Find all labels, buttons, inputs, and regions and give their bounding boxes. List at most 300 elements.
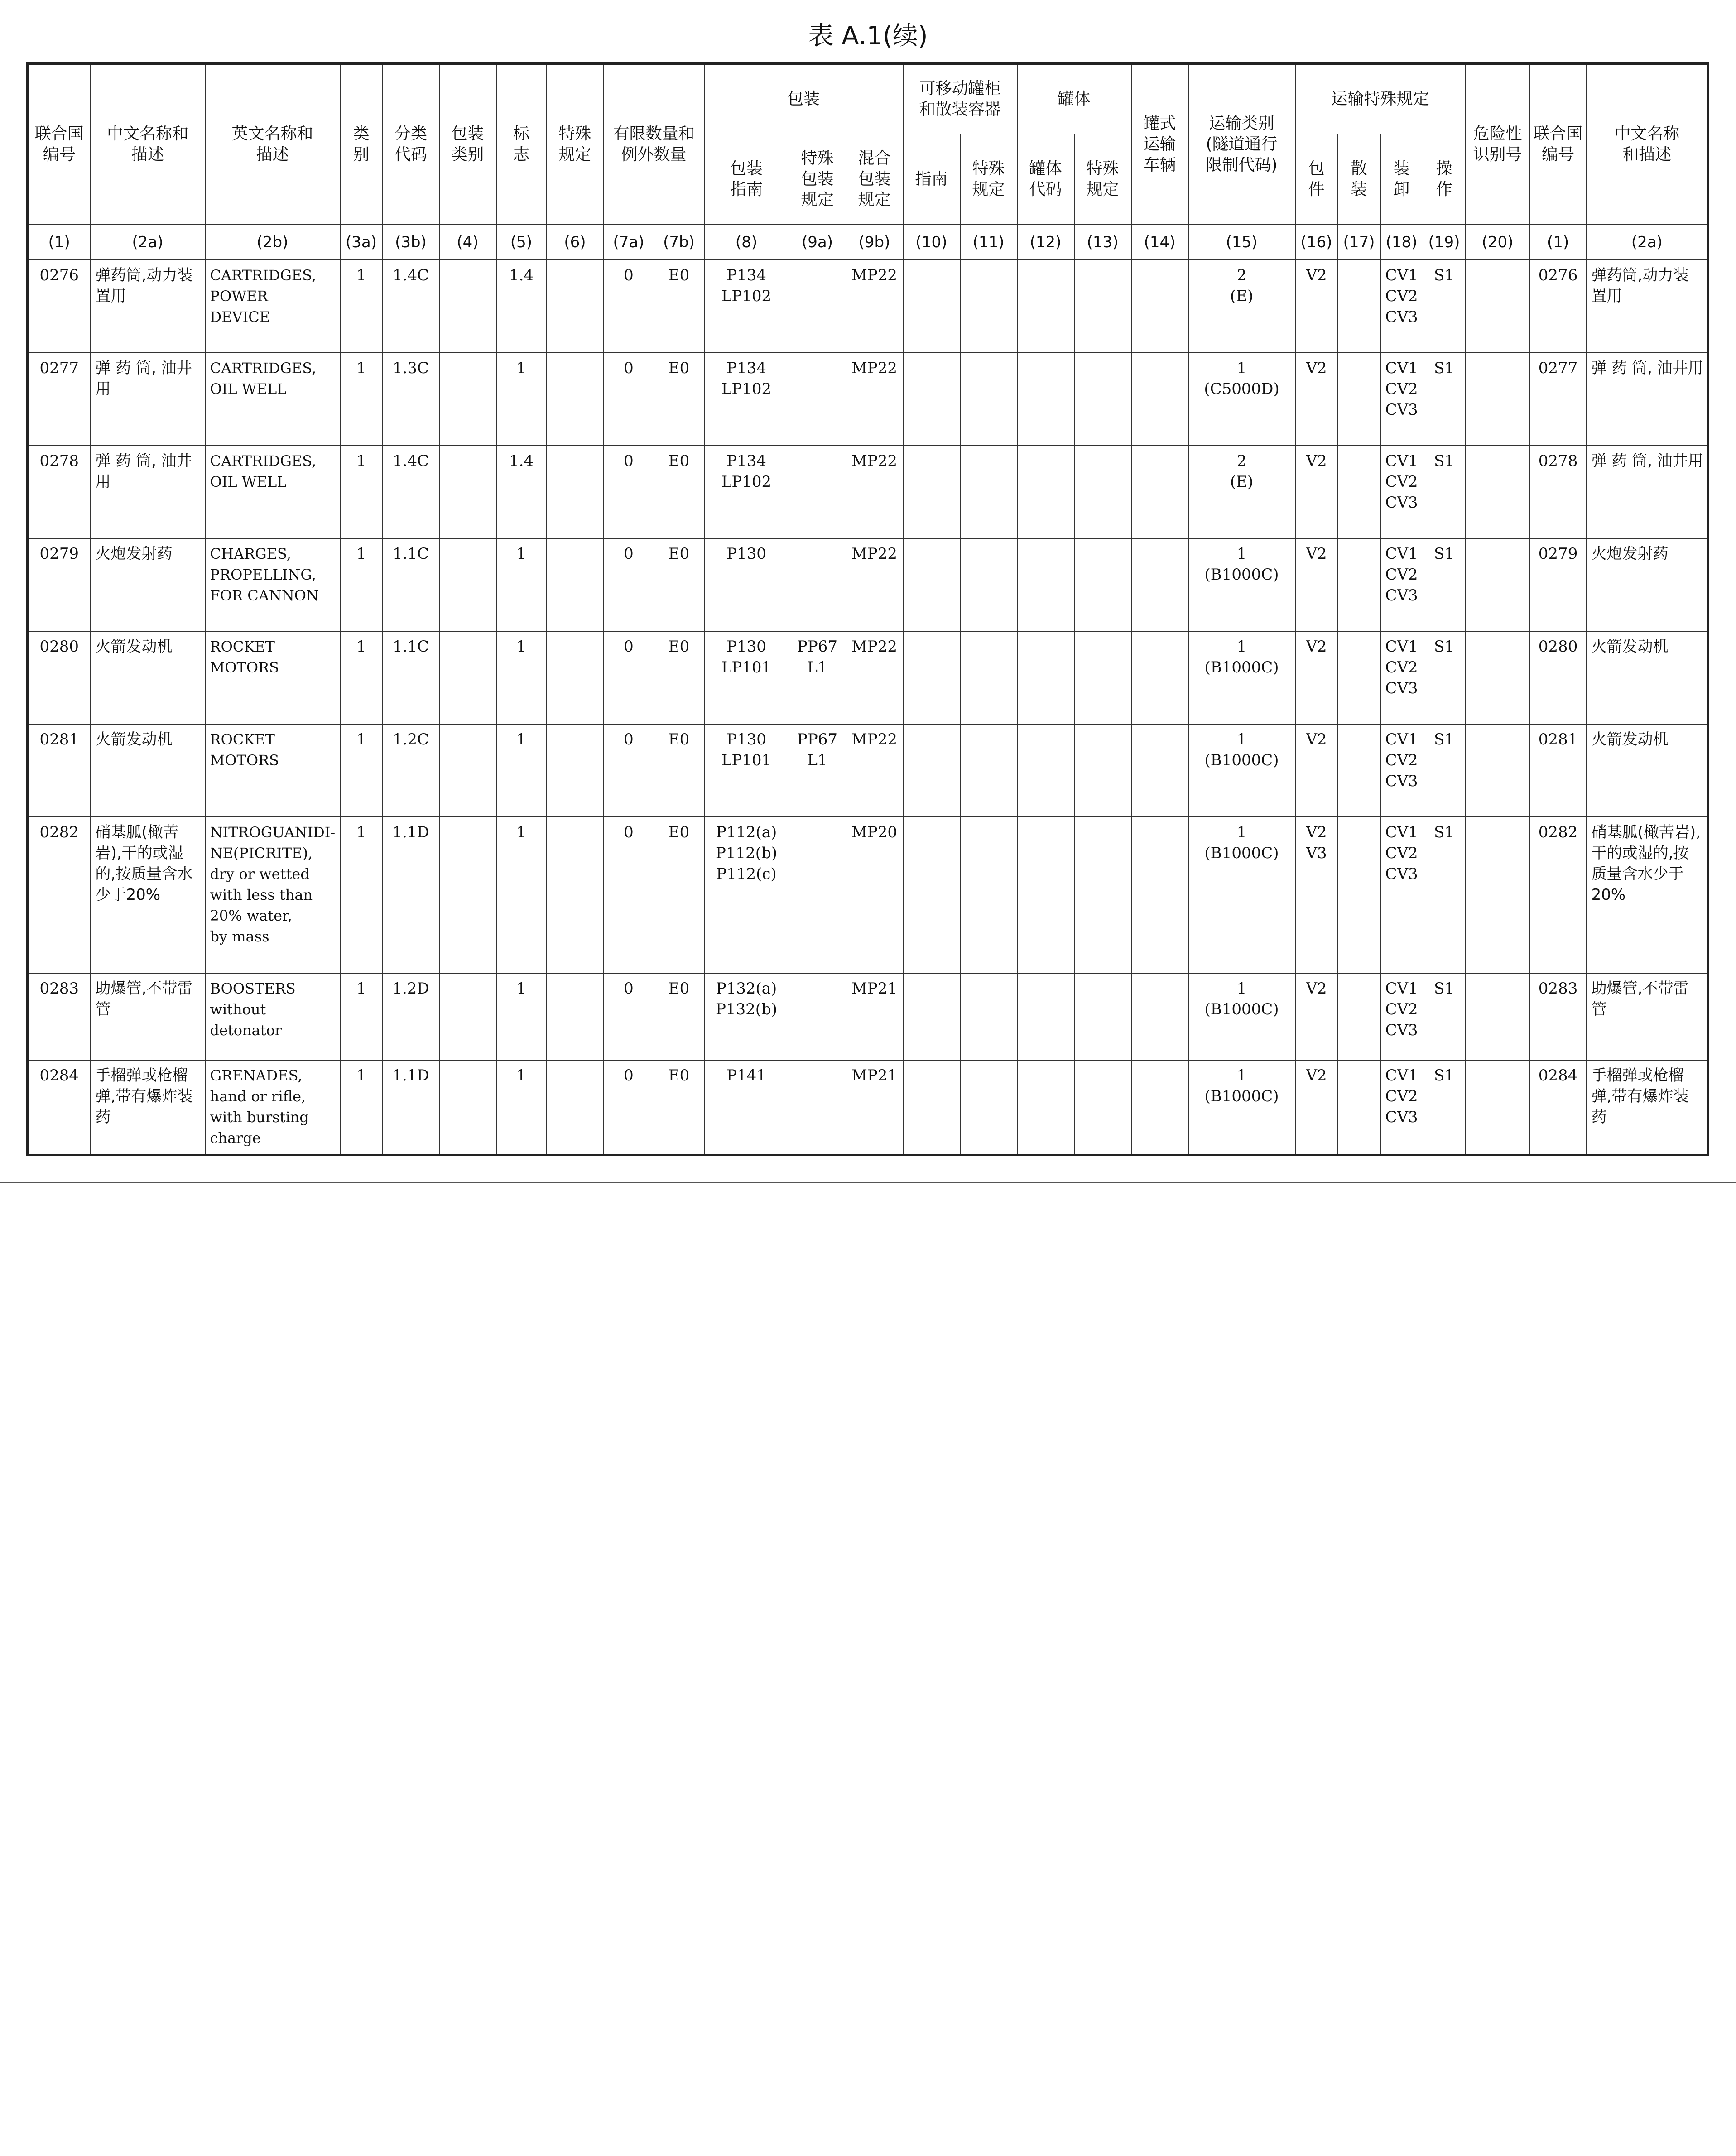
header-class: 类 别	[340, 64, 383, 225]
cell-class-code: 1.1C	[383, 538, 439, 631]
cell-st-loading: CV1 CV2 CV3	[1380, 538, 1423, 631]
cell-tank-code	[1017, 631, 1074, 724]
cell-hazard-id	[1466, 724, 1530, 817]
cell-hazard-id	[1466, 538, 1530, 631]
cell-tank-vehicle	[1131, 353, 1188, 446]
cell-pack-group	[439, 724, 496, 817]
cell-name-cn-2: 弹药筒,动力装置用	[1587, 260, 1708, 353]
cell-st-operation: S1	[1423, 631, 1466, 724]
cell-un-no-2: 0283	[1530, 973, 1587, 1060]
cell-pack-instruction: P141	[704, 1060, 789, 1155]
cell-class: 1	[340, 724, 383, 817]
cell-excepted-qty: E0	[654, 724, 704, 817]
cell-transport-category: 1 (B1000C)	[1188, 724, 1295, 817]
table-row	[28, 446, 1708, 538]
dangerous-goods-table	[26, 62, 1709, 1156]
cell-class-code: 1.3C	[383, 353, 439, 446]
cell-un-no-2: 0279	[1530, 538, 1587, 631]
cell-labels: 1	[496, 724, 547, 817]
header-limited-quantity: 有限数量和 例外数量	[604, 64, 704, 225]
cell-name-cn: 弹 药 筒, 油井用	[91, 446, 205, 538]
cell-un-no: 0282	[28, 817, 91, 973]
cell-transport-category: 1 (C5000D)	[1188, 353, 1295, 446]
column-number: (7a)	[604, 225, 654, 260]
header-name-en: 英文名称和 描述	[205, 64, 340, 225]
cell-excepted-qty: E0	[654, 538, 704, 631]
cell-st-loading: CV1 CV2 CV3	[1380, 724, 1423, 817]
cell-excepted-qty: E0	[654, 353, 704, 446]
cell-excepted-qty: E0	[654, 817, 704, 973]
cell-name-cn: 助爆管,不带雷管	[91, 973, 205, 1060]
cell-tank-vehicle	[1131, 538, 1188, 631]
cell-st-loading: CV1 CV2 CV3	[1380, 817, 1423, 973]
cell-st-packages: V2	[1295, 260, 1338, 353]
header-pack-group: 包装 类别	[439, 64, 496, 225]
column-number: (8)	[704, 225, 789, 260]
cell-pack-instruction: P130 LP101	[704, 724, 789, 817]
cell-special-packing	[789, 260, 846, 353]
cell-name-en: CARTRIDGES, OIL WELL	[205, 446, 340, 538]
cell-mixed-packing: MP20	[846, 817, 903, 973]
cell-mixed-packing: MP22	[846, 260, 903, 353]
cell-pt-instruction	[903, 1060, 960, 1155]
cell-pack-group	[439, 538, 496, 631]
cell-hazard-id	[1466, 353, 1530, 446]
column-number: (9b)	[846, 225, 903, 260]
cell-st-operation: S1	[1423, 724, 1466, 817]
cell-pt-instruction	[903, 817, 960, 973]
cell-excepted-qty: E0	[654, 973, 704, 1060]
cell-st-packages: V2	[1295, 353, 1338, 446]
cell-limited-qty: 0	[604, 446, 654, 538]
header-special-transport: 运输特殊规定	[1295, 64, 1466, 134]
cell-pt-instruction	[903, 631, 960, 724]
header-name-cn-2: 中文名称 和描述	[1587, 64, 1708, 225]
cell-mixed-packing: MP22	[846, 538, 903, 631]
cell-un-no: 0277	[28, 353, 91, 446]
cell-special-provisions	[547, 353, 604, 446]
column-number: (10)	[903, 225, 960, 260]
cell-st-operation: S1	[1423, 538, 1466, 631]
cell-hazard-id	[1466, 260, 1530, 353]
cell-pt-special	[960, 973, 1017, 1060]
cell-name-en: NITROGUANIDI- NE(PICRITE), dry or wetted with less than 20% water, by mass	[205, 817, 340, 973]
column-number: (18)	[1380, 225, 1423, 260]
table-row	[28, 973, 1708, 1060]
cell-limited-qty: 0	[604, 260, 654, 353]
cell-transport-category: 1 (B1000C)	[1188, 817, 1295, 973]
cell-pack-group	[439, 260, 496, 353]
header-pt-special: 特殊 规定	[960, 134, 1017, 225]
cell-tank-special	[1074, 1060, 1131, 1155]
cell-pt-instruction	[903, 353, 960, 446]
cell-un-no-2: 0281	[1530, 724, 1587, 817]
cell-special-provisions	[547, 446, 604, 538]
cell-tank-vehicle	[1131, 1060, 1188, 1155]
cell-pt-special	[960, 353, 1017, 446]
cell-class-code: 1.4C	[383, 260, 439, 353]
table-body	[28, 260, 1708, 1155]
cell-tank-vehicle	[1131, 446, 1188, 538]
cell-hazard-id	[1466, 817, 1530, 973]
cell-mixed-packing: MP22	[846, 353, 903, 446]
cell-labels: 1	[496, 973, 547, 1060]
cell-name-cn: 火箭发动机	[91, 724, 205, 817]
cell-transport-category: 1 (B1000C)	[1188, 631, 1295, 724]
column-number: (7b)	[654, 225, 704, 260]
cell-pt-special	[960, 631, 1017, 724]
column-number: (11)	[960, 225, 1017, 260]
column-number: (1)	[1530, 225, 1587, 260]
cell-pt-instruction	[903, 446, 960, 538]
cell-name-cn-2: 火炮发射药	[1587, 538, 1708, 631]
cell-name-cn-2: 弹 药 筒, 油井用	[1587, 353, 1708, 446]
cell-st-packages: V2	[1295, 538, 1338, 631]
cell-tank-special	[1074, 973, 1131, 1060]
cell-class-code: 1.2C	[383, 724, 439, 817]
cell-class: 1	[340, 260, 383, 353]
cell-class-code: 1.1D	[383, 817, 439, 973]
cell-hazard-id	[1466, 1060, 1530, 1155]
cell-excepted-qty: E0	[654, 260, 704, 353]
cell-special-packing: PP67 L1	[789, 724, 846, 817]
cell-name-cn-2: 硝基胍(橄苦岩),干的或湿的,按质量含水少于20%	[1587, 817, 1708, 973]
cell-st-bulk	[1338, 260, 1380, 353]
cell-pack-instruction: P130 LP101	[704, 631, 789, 724]
header-pack-instruction: 包装 指南	[704, 134, 789, 225]
cell-hazard-id	[1466, 973, 1530, 1060]
cell-st-operation: S1	[1423, 1060, 1466, 1155]
cell-labels: 1.4	[496, 260, 547, 353]
cell-special-packing	[789, 1060, 846, 1155]
cell-name-en: CARTRIDGES, OIL WELL	[205, 353, 340, 446]
cell-limited-qty: 0	[604, 724, 654, 817]
cell-special-provisions	[547, 1060, 604, 1155]
cell-class: 1	[340, 353, 383, 446]
cell-special-provisions	[547, 260, 604, 353]
cell-labels: 1	[496, 538, 547, 631]
cell-st-bulk	[1338, 353, 1380, 446]
cell-st-bulk	[1338, 724, 1380, 817]
cell-special-packing: PP67 L1	[789, 631, 846, 724]
header-labels: 标 志	[496, 64, 547, 225]
column-number: (3a)	[340, 225, 383, 260]
header-tank-vehicle: 罐式 运输 车辆	[1131, 64, 1188, 225]
header-portable-tank: 可移动罐柜 和散装容器	[903, 64, 1017, 134]
cell-pt-special	[960, 817, 1017, 973]
cell-pack-instruction: P134 LP102	[704, 446, 789, 538]
cell-class: 1	[340, 973, 383, 1060]
column-number: (12)	[1017, 225, 1074, 260]
header-special-packing: 特殊 包装 规定	[789, 134, 846, 225]
cell-special-provisions	[547, 631, 604, 724]
cell-name-en: ROCKET MOTORS	[205, 631, 340, 724]
cell-un-no: 0279	[28, 538, 91, 631]
header-pt-instruction: 指南	[903, 134, 960, 225]
cell-class-code: 1.2D	[383, 973, 439, 1060]
cell-pt-special	[960, 538, 1017, 631]
cell-tank-special	[1074, 260, 1131, 353]
cell-limited-qty: 0	[604, 973, 654, 1060]
cell-pack-instruction: P112(a) P112(b) P112(c)	[704, 817, 789, 973]
header-special-provisions: 特殊 规定	[547, 64, 604, 225]
cell-class-code: 1.4C	[383, 446, 439, 538]
cell-name-cn: 弹 药 筒, 油井用	[91, 353, 205, 446]
table-header	[28, 64, 1708, 260]
cell-st-loading: CV1 CV2 CV3	[1380, 353, 1423, 446]
cell-name-cn-2: 手榴弹或枪榴弹,带有爆炸装药	[1587, 1060, 1708, 1155]
cell-name-cn: 手榴弹或枪榴弹,带有爆炸装药	[91, 1060, 205, 1155]
cell-un-no-2: 0280	[1530, 631, 1587, 724]
cell-pack-group	[439, 817, 496, 973]
column-number-row	[28, 225, 1708, 260]
header-tank-special: 特殊 规定	[1074, 134, 1131, 225]
cell-name-cn: 硝基胍(橄苦岩),干的或湿的,按质量含水少于20%	[91, 817, 205, 973]
cell-pack-instruction: P130	[704, 538, 789, 631]
cell-limited-qty: 0	[604, 353, 654, 446]
cell-pack-group	[439, 1060, 496, 1155]
cell-limited-qty: 0	[604, 1060, 654, 1155]
cell-limited-qty: 0	[604, 631, 654, 724]
table-row	[28, 631, 1708, 724]
cell-st-loading: CV1 CV2 CV3	[1380, 973, 1423, 1060]
cell-limited-qty: 0	[604, 817, 654, 973]
cell-pt-instruction	[903, 973, 960, 1060]
cell-tank-code	[1017, 260, 1074, 353]
cell-un-no-2: 0284	[1530, 1060, 1587, 1155]
table-row	[28, 817, 1708, 973]
cell-hazard-id	[1466, 631, 1530, 724]
column-number: (1)	[28, 225, 91, 260]
cell-limited-qty: 0	[604, 538, 654, 631]
cell-st-operation: S1	[1423, 446, 1466, 538]
table-row	[28, 538, 1708, 631]
header-tank-code: 罐体 代码	[1017, 134, 1074, 225]
header-packaging: 包装	[704, 64, 903, 134]
cell-class: 1	[340, 1060, 383, 1155]
cell-tank-code	[1017, 973, 1074, 1060]
cell-pt-instruction	[903, 724, 960, 817]
cell-name-cn-2: 火箭发动机	[1587, 724, 1708, 817]
cell-class: 1	[340, 631, 383, 724]
header-un-no: 联合国 编号	[28, 64, 91, 225]
cell-un-no: 0284	[28, 1060, 91, 1155]
cell-pack-group	[439, 973, 496, 1060]
column-number: (3b)	[383, 225, 439, 260]
column-number: (16)	[1295, 225, 1338, 260]
cell-name-en: CARTRIDGES, POWER DEVICE	[205, 260, 340, 353]
column-number: (9a)	[789, 225, 846, 260]
cell-name-cn: 火箭发动机	[91, 631, 205, 724]
header-mixed-packing: 混合 包装 规定	[846, 134, 903, 225]
cell-name-en: CHARGES, PROPELLING, FOR CANNON	[205, 538, 340, 631]
cell-tank-code	[1017, 353, 1074, 446]
column-number: (17)	[1338, 225, 1380, 260]
header-st-packages: 包 件	[1295, 134, 1338, 225]
cell-st-loading: CV1 CV2 CV3	[1380, 260, 1423, 353]
cell-st-packages: V2	[1295, 724, 1338, 817]
cell-tank-vehicle	[1131, 973, 1188, 1060]
column-number: (2b)	[205, 225, 340, 260]
table-row	[28, 1060, 1708, 1155]
cell-un-no: 0278	[28, 446, 91, 538]
cell-st-operation: S1	[1423, 353, 1466, 446]
cell-pack-instruction: P134 LP102	[704, 353, 789, 446]
cell-transport-category: 1 (B1000C)	[1188, 973, 1295, 1060]
cell-st-bulk	[1338, 1060, 1380, 1155]
column-number: (20)	[1466, 225, 1530, 260]
cell-special-packing	[789, 973, 846, 1060]
column-number: (15)	[1188, 225, 1295, 260]
cell-name-en: ROCKET MOTORS	[205, 724, 340, 817]
cell-tank-code	[1017, 817, 1074, 973]
table-row	[28, 724, 1708, 817]
cell-st-operation: S1	[1423, 973, 1466, 1060]
cell-name-cn: 弹药筒,动力装置用	[91, 260, 205, 353]
cell-name-cn-2: 弹 药 筒, 油井用	[1587, 446, 1708, 538]
cell-mixed-packing: MP22	[846, 631, 903, 724]
cell-name-en: GRENADES, hand or rifle, with bursting charge	[205, 1060, 340, 1155]
cell-st-loading: CV1 CV2 CV3	[1380, 1060, 1423, 1155]
cell-st-operation: S1	[1423, 817, 1466, 973]
cell-class-code: 1.1D	[383, 1060, 439, 1155]
cell-tank-special	[1074, 446, 1131, 538]
header-name-cn: 中文名称和 描述	[91, 64, 205, 225]
column-number: (4)	[439, 225, 496, 260]
column-number: (5)	[496, 225, 547, 260]
cell-name-en: BOOSTERS without detonator	[205, 973, 340, 1060]
cell-excepted-qty: E0	[654, 631, 704, 724]
cell-labels: 1	[496, 353, 547, 446]
cell-pack-group	[439, 631, 496, 724]
cell-st-bulk	[1338, 538, 1380, 631]
cell-st-loading: CV1 CV2 CV3	[1380, 446, 1423, 538]
cell-labels: 1	[496, 1060, 547, 1155]
cell-transport-category: 1 (B1000C)	[1188, 538, 1295, 631]
header-hazard-id: 危险性 识别号	[1466, 64, 1530, 225]
header-class-code: 分类 代码	[383, 64, 439, 225]
cell-st-bulk	[1338, 973, 1380, 1060]
cell-pt-special	[960, 260, 1017, 353]
cell-tank-special	[1074, 817, 1131, 973]
page-bottom-rule	[0, 1182, 1736, 1183]
cell-name-cn-2: 助爆管,不带雷管	[1587, 973, 1708, 1060]
cell-un-no: 0280	[28, 631, 91, 724]
cell-tank-code	[1017, 1060, 1074, 1155]
cell-st-packages: V2 V3	[1295, 817, 1338, 973]
cell-tank-vehicle	[1131, 817, 1188, 973]
cell-transport-category: 2 (E)	[1188, 260, 1295, 353]
cell-class: 1	[340, 446, 383, 538]
cell-mixed-packing: MP21	[846, 973, 903, 1060]
cell-un-no: 0276	[28, 260, 91, 353]
cell-transport-category: 1 (B1000C)	[1188, 1060, 1295, 1155]
cell-special-packing	[789, 817, 846, 973]
cell-pt-special	[960, 724, 1017, 817]
header-tank: 罐体	[1017, 64, 1131, 134]
cell-special-packing	[789, 353, 846, 446]
cell-tank-code	[1017, 538, 1074, 631]
cell-tank-special	[1074, 353, 1131, 446]
cell-special-packing	[789, 538, 846, 631]
table-row	[28, 353, 1708, 446]
cell-labels: 1	[496, 631, 547, 724]
column-number: (2a)	[91, 225, 205, 260]
column-number: (2a)	[1587, 225, 1708, 260]
cell-st-bulk	[1338, 446, 1380, 538]
cell-excepted-qty: E0	[654, 446, 704, 538]
cell-pt-instruction	[903, 260, 960, 353]
cell-tank-code	[1017, 724, 1074, 817]
header-un-no-2: 联合国 编号	[1530, 64, 1587, 225]
cell-hazard-id	[1466, 446, 1530, 538]
cell-pt-instruction	[903, 538, 960, 631]
cell-class: 1	[340, 817, 383, 973]
cell-mixed-packing: MP22	[846, 724, 903, 817]
cell-st-bulk	[1338, 631, 1380, 724]
cell-tank-special	[1074, 724, 1131, 817]
cell-special-provisions	[547, 724, 604, 817]
cell-pack-group	[439, 353, 496, 446]
cell-special-provisions	[547, 538, 604, 631]
column-number: (19)	[1423, 225, 1466, 260]
cell-st-packages: V2	[1295, 1060, 1338, 1155]
cell-st-bulk	[1338, 817, 1380, 973]
cell-tank-code	[1017, 446, 1074, 538]
cell-name-cn: 火炮发射药	[91, 538, 205, 631]
cell-tank-vehicle	[1131, 724, 1188, 817]
header-transport-category: 运输类别 (隧道通行 限制代码)	[1188, 64, 1295, 225]
column-number: (6)	[547, 225, 604, 260]
cell-un-no: 0283	[28, 973, 91, 1060]
header-st-bulk: 散 装	[1338, 134, 1380, 225]
cell-tank-special	[1074, 631, 1131, 724]
cell-un-no-2: 0278	[1530, 446, 1587, 538]
cell-excepted-qty: E0	[654, 1060, 704, 1155]
header-st-operation: 操 作	[1423, 134, 1466, 225]
cell-pt-special	[960, 1060, 1017, 1155]
cell-st-operation: S1	[1423, 260, 1466, 353]
cell-name-cn-2: 火箭发动机	[1587, 631, 1708, 724]
cell-st-packages: V2	[1295, 631, 1338, 724]
cell-pack-instruction: P132(a) P132(b)	[704, 973, 789, 1060]
column-number: (14)	[1131, 225, 1188, 260]
cell-tank-vehicle	[1131, 631, 1188, 724]
cell-un-no-2: 0276	[1530, 260, 1587, 353]
cell-st-packages: V2	[1295, 446, 1338, 538]
cell-mixed-packing: MP22	[846, 446, 903, 538]
column-number: (13)	[1074, 225, 1131, 260]
cell-tank-special	[1074, 538, 1131, 631]
cell-st-loading: CV1 CV2 CV3	[1380, 631, 1423, 724]
cell-transport-category: 2 (E)	[1188, 446, 1295, 538]
cell-special-packing	[789, 446, 846, 538]
cell-class-code: 1.1C	[383, 631, 439, 724]
cell-tank-vehicle	[1131, 260, 1188, 353]
table-row	[28, 260, 1708, 353]
cell-special-provisions	[547, 973, 604, 1060]
cell-pack-group	[439, 446, 496, 538]
cell-un-no-2: 0282	[1530, 817, 1587, 973]
cell-mixed-packing: MP21	[846, 1060, 903, 1155]
cell-special-provisions	[547, 817, 604, 973]
cell-un-no-2: 0277	[1530, 353, 1587, 446]
cell-class: 1	[340, 538, 383, 631]
cell-labels: 1	[496, 817, 547, 973]
cell-pack-instruction: P134 LP102	[704, 260, 789, 353]
header-st-loading: 装 卸	[1380, 134, 1423, 225]
table-title: 表 A.1(续)	[808, 21, 928, 51]
